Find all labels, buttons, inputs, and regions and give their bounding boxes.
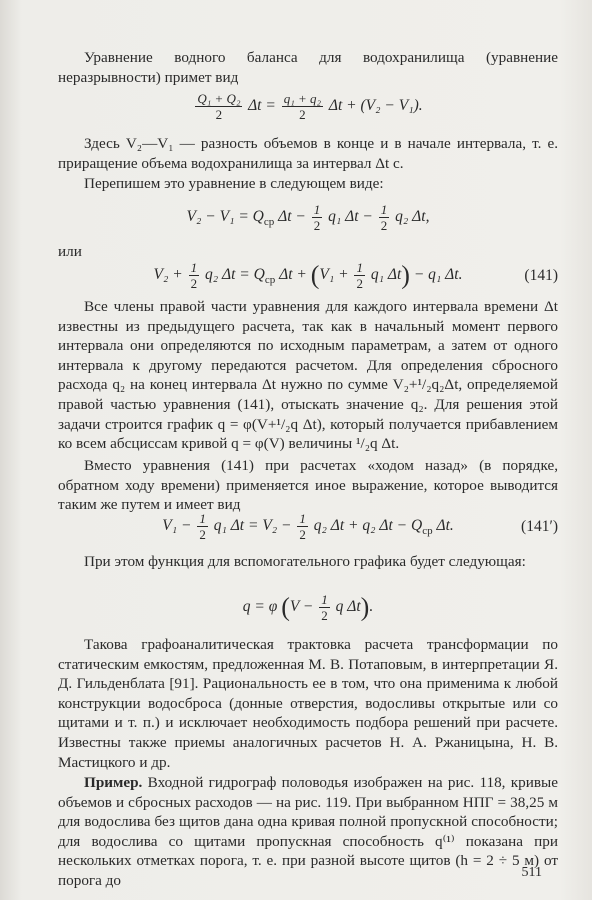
equation-number: (141) <box>524 266 558 284</box>
paragraph-aux-function: При этом функция для вспомогательного графика будет следующая: <box>84 553 526 570</box>
fraction: $\frac{\text{q₁ + q₂}}{2}$ <box>283 91 322 122</box>
paragraph-rewrite: Перепишем это уравнение в следующем виде: <box>84 175 384 192</box>
fraction: $\frac{\text{Q₁ + Q₂}}{2}$ <box>197 91 241 122</box>
paragraph-volume-difference: Здесь V₂—V₁ — разность объемов в конце и в начале интервала, т. е. приращение объема водохранилища за интервал Δt с. <box>58 135 558 172</box>
paragraph-reverse-run: Вместо уравнения (141) при расчетах «ходом назад» (в порядке, обратном ходу времени) применяется иное выражение, которое выводится таким же путем и имеет вид <box>58 457 558 514</box>
fraction: $\frac{1}{2}$ <box>380 202 388 233</box>
equation-number: (141′) <box>521 517 558 535</box>
equation-rewritten: $V_2 - V_1 = Q_{ср}$ Δt − $\frac{1}{2}$ q₁ Δt − $\frac{1}{2}$ q₂ Δt, <box>186 202 430 233</box>
fraction: $\frac{1}{2}$ <box>299 511 306 542</box>
equation-aux-graph: q = φ (V − $\frac{1}{2}$ q Δt). <box>242 592 374 623</box>
fraction: $\frac{1}{2}$ <box>190 260 198 291</box>
fraction: $\frac{1}{2}$ <box>321 592 328 623</box>
page-number: 511 <box>521 865 542 880</box>
paragraph-intro: Уравнение водного баланса для водохранилища (уравнение неразрывности) примет вид <box>58 49 558 86</box>
paragraph-example <box>58 773 558 891</box>
paragraph-interpretation: Такова графоаналитическая трактовка расчета трансформации по статическим емкостям, предложенная М. В. Потаповым, в интерпретации Я. Д. Гильденблата [91]. Рациональность ее в том, что она применима к любой конструкции водосброса (донные отверстия, водосливы открытые или со щитами и т. п.) и исключает необходимость подбора решений при расчете. Известны также приемы аналогичных расчетов Н. А. Ржаницына, Н. В. Мастицкого и др. <box>58 636 558 771</box>
fraction: $\frac{1}{2}$ <box>356 260 363 291</box>
example-label: Пример. <box>84 774 143 791</box>
fraction: $\frac{1}{2}$ <box>199 511 206 542</box>
equation-water-balance: $\frac{\text{Q₁ + Q₂}}{2}$ Δt = $\frac{\text{q₁ + q₂}}{2}$ Δt + (V₂ − V₁). <box>197 91 423 122</box>
fraction: $\frac{1}{2}$ <box>313 202 321 233</box>
word-or: или <box>58 243 82 260</box>
equation-141-prime: V₁ − $\frac{1}{2}$ q₁ Δt = V₂ − $\frac{1}{2}$ q₂ Δt + q₂ $\Delta t - Q_{ср}$ Δt. (141′) <box>162 511 558 542</box>
paragraph-explanation: Все члены правой части уравнения для каждого интервала времени Δt известны из предыдущего расчета, так как в начальный момент первого интервала они определяются по исходным параметрам, а затем от одного интервала к другому передаются расчетом. Для определения сбросного расхода q₂ на конец интервала Δt нужно по сумме V₂+¹/₂q₂Δt, определяемой правой частью уравнения (141), отыскать значение q₂. Для решения этой задачи строится график q = φ(V+¹/₂q Δt), который получается прибавлением ко всем абсциссам кривой q = φ(V) величины ¹/₂q Δt. <box>58 298 558 453</box>
example-text: Входной гидрограф половодья изображен на рис. 118, кривые объемов и сбросных расходов — на рис. 119. При выбранном НПГ = 38,25 м для водослива без щитов дана одна кривая полной пропускной способности; для водослива со щитами пропускная способность q⁽¹⁾ показана при нескольких отметках порога, т. е. при разной высоте щитов (h = 2 ÷ 5 м) от порога до <box>58 774 558 889</box>
equation-141: V₂ + $\frac{1}{2}$ q₂ $\Delta t = Q_{ср}$ Δt + (V₁ + $\frac{1}{2}$ q₁ Δt) − q₁ Δt. (141) <box>153 260 558 291</box>
